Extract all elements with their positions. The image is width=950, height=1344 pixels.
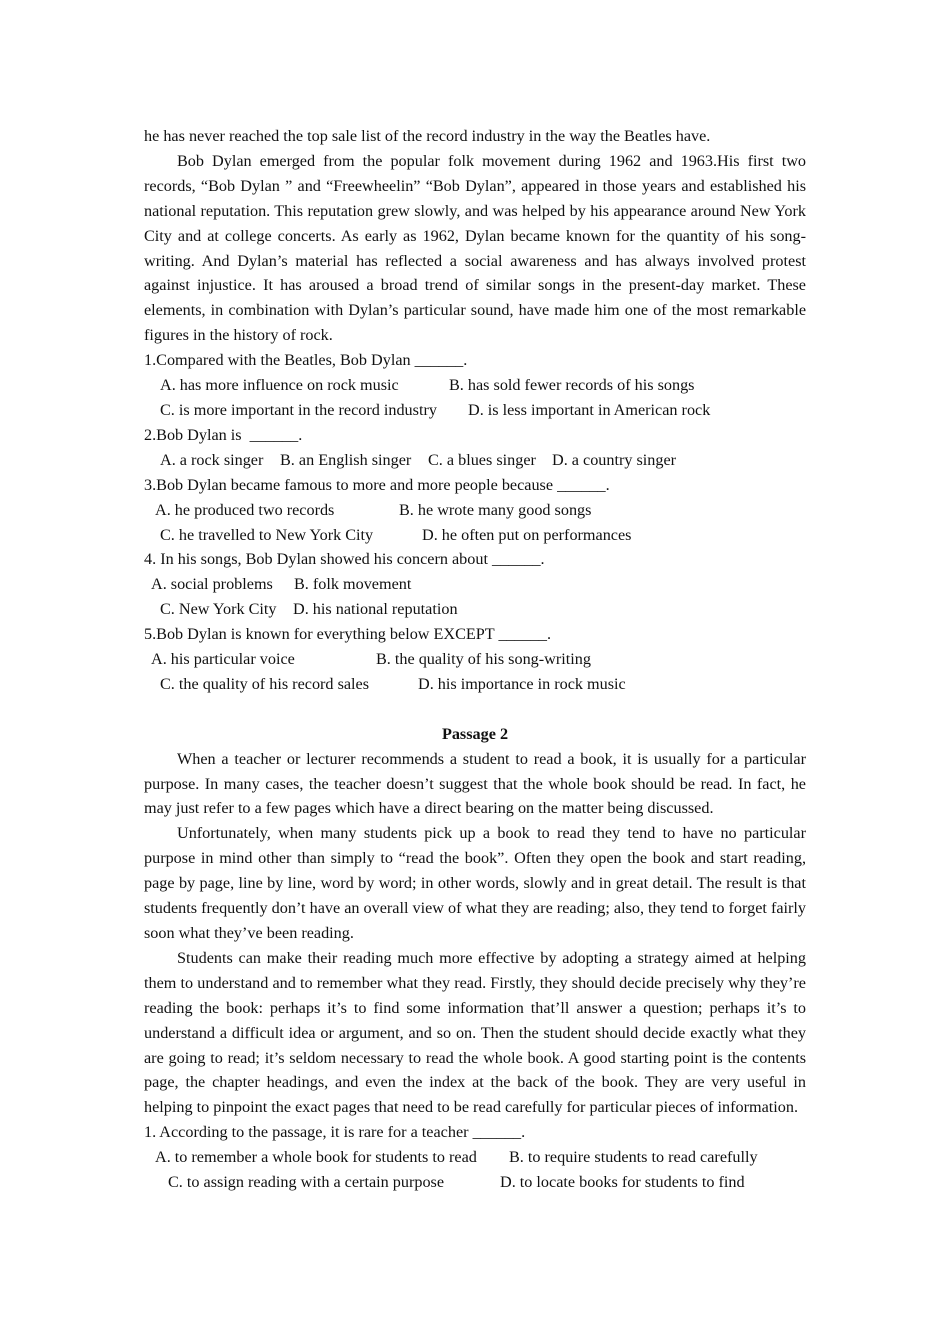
question-stem: 1. According to the passage, it is rare for a teacher ______.: [144, 1123, 526, 1142]
option-b: B. folk movement: [294, 575, 412, 594]
question-stem: 2.Bob Dylan is ______.: [144, 425, 303, 444]
question-stem: 5.Bob Dylan is known for everything below EXCEPT ______.: [144, 625, 552, 644]
option-d: D. to locate books for students to find: [500, 1173, 745, 1192]
option-row: [144, 572, 806, 597]
option-c: C. is more important in the record industry: [160, 400, 437, 419]
option-row: [144, 1145, 806, 1170]
option-d: D. his importance in rock music: [418, 674, 626, 693]
question-stem: 4. In his songs, Bob Dylan showed his concern about ______.: [144, 550, 545, 569]
question-stem: 1.Compared with the Beatles, Bob Dylan ______.: [144, 351, 468, 370]
option-d: D. his national reputation: [293, 600, 458, 619]
passage2-paragraph-3: Students can make their reading much more effective by adopting a strategy aimed at helping them to understand and to remember what they read. Firstly, they should decide precisely why they’re reading the book: perhaps it’s to find some information that’ll answer a question; perhaps it’s to understand a difficult idea or argument, and so on. Then the student should decide exactly what they are going to read; it’s seldom necessary to read the whole book. A good starting point is the contents page, the chapter headings, and even the index at the back of the book. They are very useful in helping to pinpoint the exact pages that need to be read carefully for particular pieces of information.: [144, 948, 806, 1117]
option-row: [144, 1170, 806, 1195]
option-b: B. to require students to read carefully: [509, 1148, 758, 1167]
passage1-paragraph: Bob Dylan emerged from the popular folk movement during 1962 and 1963.His first two records, “Bob Dylan ” and “Freewheelin” “Bob Dylan”, appeared in those years and established his national reputation. This reputation grew slowly, and was helped by his appearance around New York City and at college concerts. As early as 1962, Dylan became known for the quantity of his song-writing. And Dylan’s material has reflected a social awareness and has always involved protest against injustice. It has aroused a broad trend of similar songs in the present-day market. These elements, in combination with Dylan’s particular sound, have made him one of the most remarkable figures in the history of rock.: [144, 151, 806, 345]
option-row: [144, 523, 806, 548]
option-d: D. he often put on performances: [422, 525, 632, 544]
option-row: [144, 373, 806, 398]
option-a: A. his particular voice: [151, 650, 295, 669]
option-b: B. the quality of his song-writing: [376, 650, 591, 669]
option-row: [144, 647, 806, 672]
option-row: [144, 597, 806, 622]
option-c: C. he travelled to New York City: [160, 525, 374, 544]
question-stem: 3.Bob Dylan became famous to more and more people because ______.: [144, 475, 610, 494]
option-a: A. he produced two records: [155, 500, 335, 519]
option-c: C. a blues singer: [428, 450, 536, 469]
option-d: D. a country singer: [552, 450, 677, 469]
option-a: A. to remember a whole book for students to read: [155, 1148, 477, 1167]
passage2-title: Passage 2: [441, 724, 509, 743]
passage2-paragraph-2: Unfortunately, when many students pick up a book to read they tend to have no particular purpose in mind other than simply to “read the book”. Often they open the book and start reading, page by page, line by line, word by word; in other words, slowly and in great detail. The result is that students frequently don’t have an overall view of what they are reading; also, they tend to forget fairly soon what they’ve been reading.: [144, 824, 806, 942]
option-row: [144, 498, 806, 523]
passage2-paragraph-1: When a teacher or lecturer recommends a student to read a book, it is usually for a particular purpose. In many cases, the teacher doesn’t suggest that the whole book should be read. In fact, he may just refer to a few pages which have a direct bearing on the matter being discussed.: [144, 749, 806, 818]
option-a: A. social problems: [151, 575, 273, 594]
option-row: [144, 448, 806, 473]
passage1-continued-line: he has never reached the top sale list of the record industry in the way the Beatles have.: [144, 127, 711, 145]
document-page: [144, 124, 806, 1195]
option-a: A. has more influence on rock music: [160, 376, 399, 395]
option-a: A. a rock singer: [160, 450, 264, 469]
option-row: [144, 672, 806, 697]
option-row: [144, 398, 806, 423]
option-d: D. is less important in American rock: [468, 400, 711, 419]
option-b: B. he wrote many good songs: [399, 500, 592, 519]
option-b: B. an English singer: [280, 450, 412, 469]
option-c: C. the quality of his record sales: [160, 674, 370, 693]
option-c: C. to assign reading with a certain purpose: [168, 1173, 445, 1192]
option-c: C. New York City: [160, 600, 277, 619]
option-b: B. has sold fewer records of his songs: [449, 376, 695, 395]
